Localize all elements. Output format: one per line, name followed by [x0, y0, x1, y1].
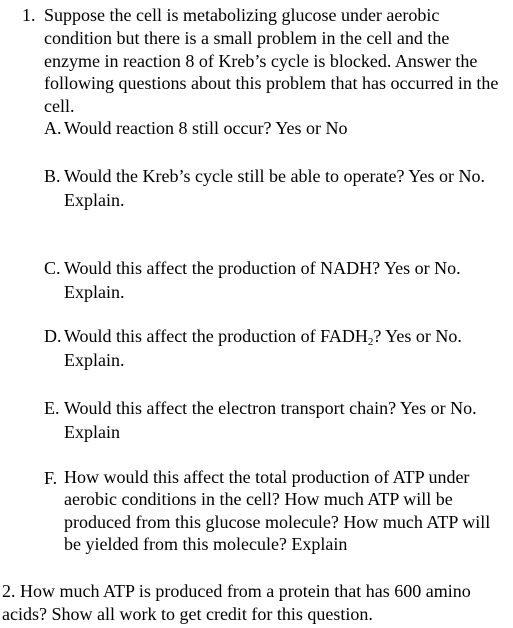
part-c-letter: C. — [44, 258, 61, 278]
part-f-letter: F. — [44, 468, 58, 488]
part-d-text-before: Would this affect the production of FADH — [64, 326, 368, 346]
question-1-part-e — [44, 396, 506, 444]
part-b-letter: B. — [44, 166, 61, 186]
question-1-part-d — [44, 324, 506, 372]
question-2 — [2, 580, 507, 625]
part-b-text: Would the Kreb’s cycle still be able to operate? Yes or No. Explain. — [64, 166, 485, 210]
question-1-number: 1. — [22, 5, 36, 25]
question-1-part-c — [44, 256, 506, 304]
question-1-part-b — [44, 164, 506, 212]
question-1-stem: Suppose the cell is metabolizing glucose under aerobic condition but there is a small problem in the cell and the enzyme in reaction 8 of Kreb’s cycle is blocked. Answer the following questions about this problem that has occurred in the cell. — [44, 5, 499, 117]
question-1-part-a — [44, 116, 506, 140]
part-d-subscript: 2 — [367, 336, 374, 348]
part-a-letter: A. — [44, 118, 62, 138]
part-d-text — [44, 324, 506, 372]
question-2-text: How much ATP is produced from a protein that has 600 amino acids? Show all work to get credit for this question. — [2, 581, 471, 624]
part-d-text-after: ? Yes or No. Explain. — [64, 326, 462, 370]
part-e-letter: E. — [44, 398, 60, 418]
question-1 — [22, 4, 508, 118]
question-2-number: 2. — [2, 581, 16, 601]
part-d-letter: D. — [44, 326, 62, 346]
part-f-text: How would this affect the total production of ATP under aerobic conditions in the cell? How much ATP will be produced from this glucose molecule? How much ATP will be yielded from this molecule? Explain — [64, 467, 491, 555]
question-1-part-f — [44, 466, 510, 556]
part-a-text: Would reaction 8 still occur? Yes or No — [64, 118, 348, 138]
part-c-text: Would this affect the production of NADH? Yes or No. Explain. — [64, 258, 461, 302]
part-e-text: Would this affect the electron transport chain? Yes or No. Explain — [64, 398, 477, 442]
